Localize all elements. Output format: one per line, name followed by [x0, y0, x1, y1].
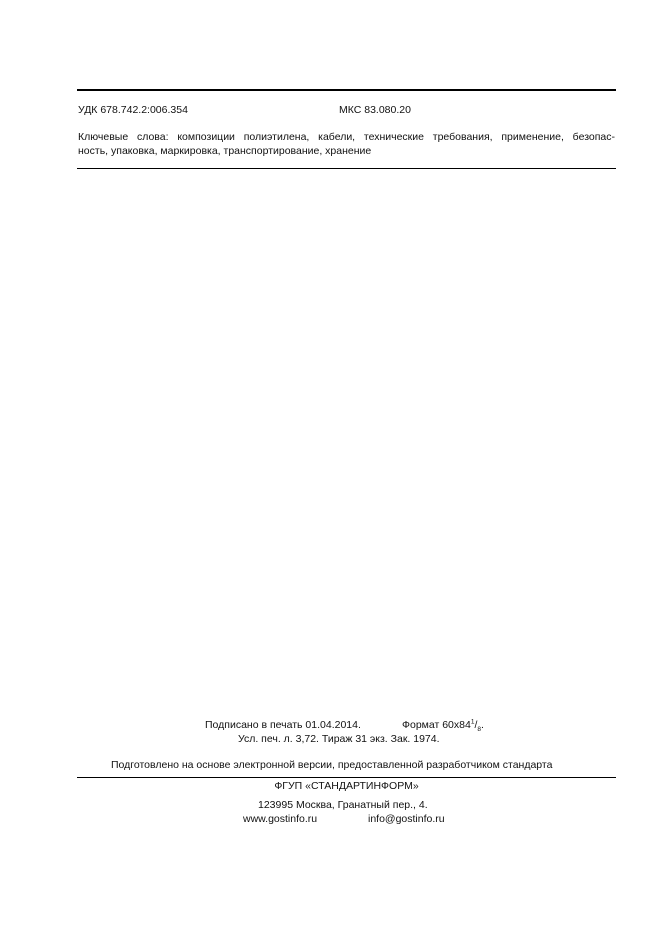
format-prefix: Формат 60х84 — [402, 719, 471, 731]
print-sheets: Усл. печ. л. 3,72. Тираж 31 экз. Зак. 1974. — [238, 733, 440, 745]
publisher-address: 123995 Москва, Гранатный пер., 4. — [258, 799, 428, 811]
format-numerator: 1 — [470, 718, 475, 726]
publisher-website: www.gostinfo.ru — [243, 813, 318, 825]
publisher-name: ФГУП «СТАНДАРТИНФОРМ» — [274, 780, 419, 792]
publisher-email: info@gostinfo.ru — [368, 813, 445, 825]
paper-format: Формат $60х84^1/_8$. — [402, 718, 484, 734]
keywords-line-2: ность, упаковка, маркировка, транспортирование, хранение — [78, 145, 372, 157]
prepared-note: Подготовлено на основе электронной версии, предоставленной разработчиком стандарта — [111, 759, 553, 771]
keywords-line-1: Ключевые слова: композиции полиэтилена, кабели, технические требования, применение, безопас- — [78, 131, 615, 143]
keywords-bottom-rule — [77, 168, 616, 169]
udk-code: УДК 678.742.2:006.354 — [78, 104, 188, 116]
top-rule — [77, 89, 616, 91]
mks-code: МКС 83.080.20 — [339, 104, 411, 116]
signed-date: Подписано в печать 01.04.2014. — [205, 719, 361, 731]
publisher-rule — [77, 777, 616, 778]
format-denominator: 8 — [477, 726, 481, 734]
